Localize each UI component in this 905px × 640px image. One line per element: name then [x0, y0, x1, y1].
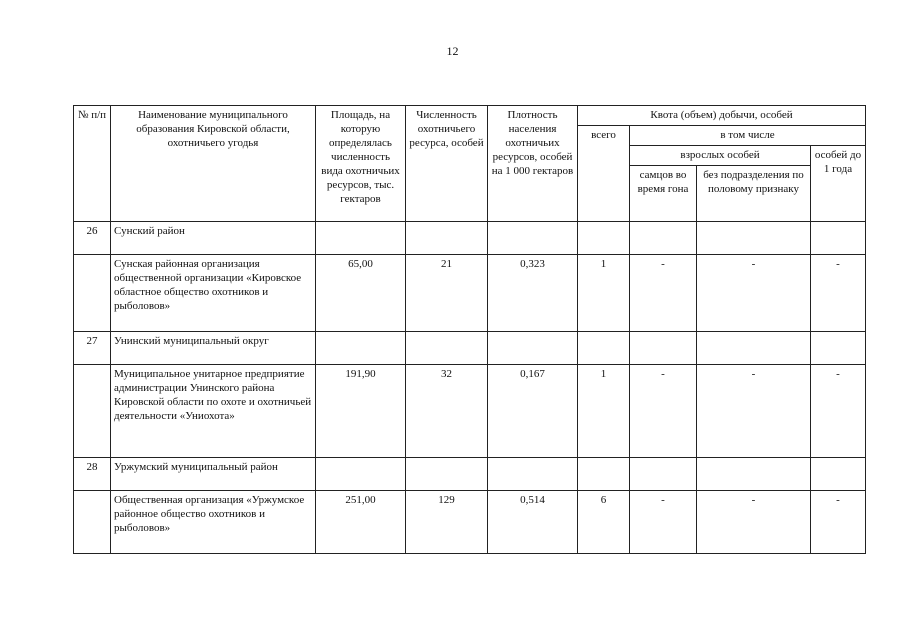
no-sex-split-value: - [697, 255, 811, 332]
organization-row [74, 491, 866, 554]
header-no-sex-split: без подразделения по половому признаку [697, 166, 811, 222]
organization-row [74, 365, 866, 458]
district-name: Уржумский муниципальный район [111, 458, 316, 491]
total-value: 1 [578, 255, 630, 332]
district-name: Унинский муниципальный округ [111, 332, 316, 365]
district-row [74, 222, 866, 255]
density-value: 0,167 [488, 365, 578, 458]
header-population: Численность охотничьего ресурса, особей [406, 106, 488, 222]
under-one-value: - [811, 255, 866, 332]
males-rut-value: - [630, 365, 697, 458]
district-row [74, 332, 866, 365]
area-value: 65,00 [316, 255, 406, 332]
header-adults: взрослых особей [630, 146, 811, 166]
header-males-rut: самцов во время гона [630, 166, 697, 222]
header-under-one: особей до 1 года [811, 146, 866, 222]
organization-name: Общественная организация «Уржумское районное общество охотников и рыболовов» [111, 491, 316, 554]
row-num: 28 [74, 458, 111, 491]
no-sex-split-value: - [697, 365, 811, 458]
under-one-value: - [811, 491, 866, 554]
no-sex-split-value: - [697, 491, 811, 554]
header-including: в том числе [630, 126, 866, 146]
population-value: 129 [406, 491, 488, 554]
district-name: Сунский район [111, 222, 316, 255]
males-rut-value: - [630, 491, 697, 554]
organization-row [74, 255, 866, 332]
total-value: 6 [578, 491, 630, 554]
population-value: 21 [406, 255, 488, 332]
total-value: 1 [578, 365, 630, 458]
males-rut-value: - [630, 255, 697, 332]
header-area: Площадь, на которую определялась численность вида охотничьих ресурсов, тыс. гектаров [316, 106, 406, 222]
organization-name: Сунская районная организация общественной организации «Кировское областное общество охотников и рыболовов» [111, 255, 316, 332]
organization-name: Муниципальное унитарное предприятие администрации Унинского района Кировской области по охоте и охотничьей деятельности «Униохота» [111, 365, 316, 458]
row-num: 27 [74, 332, 111, 365]
header-quota: Квота (объем) добычи, особей [578, 106, 866, 126]
district-row [74, 458, 866, 491]
header-total: всего [578, 126, 630, 222]
area-value: 191,90 [316, 365, 406, 458]
under-one-value: - [811, 365, 866, 458]
population-value: 32 [406, 365, 488, 458]
density-value: 0,323 [488, 255, 578, 332]
header-num: № п/п [74, 106, 111, 222]
header-density: Плотность населения охотничьих ресурсов, особей на 1 000 гектаров [488, 106, 578, 222]
page-number: 12 [446, 44, 459, 58]
row-num: 26 [74, 222, 111, 255]
hunting-quota-table [73, 105, 866, 554]
density-value: 0,514 [488, 491, 578, 554]
header-name: Наименование муниципального образования Кировской области, охотничьего угодья [111, 106, 316, 222]
header-row-1 [74, 106, 866, 126]
area-value: 251,00 [316, 491, 406, 554]
